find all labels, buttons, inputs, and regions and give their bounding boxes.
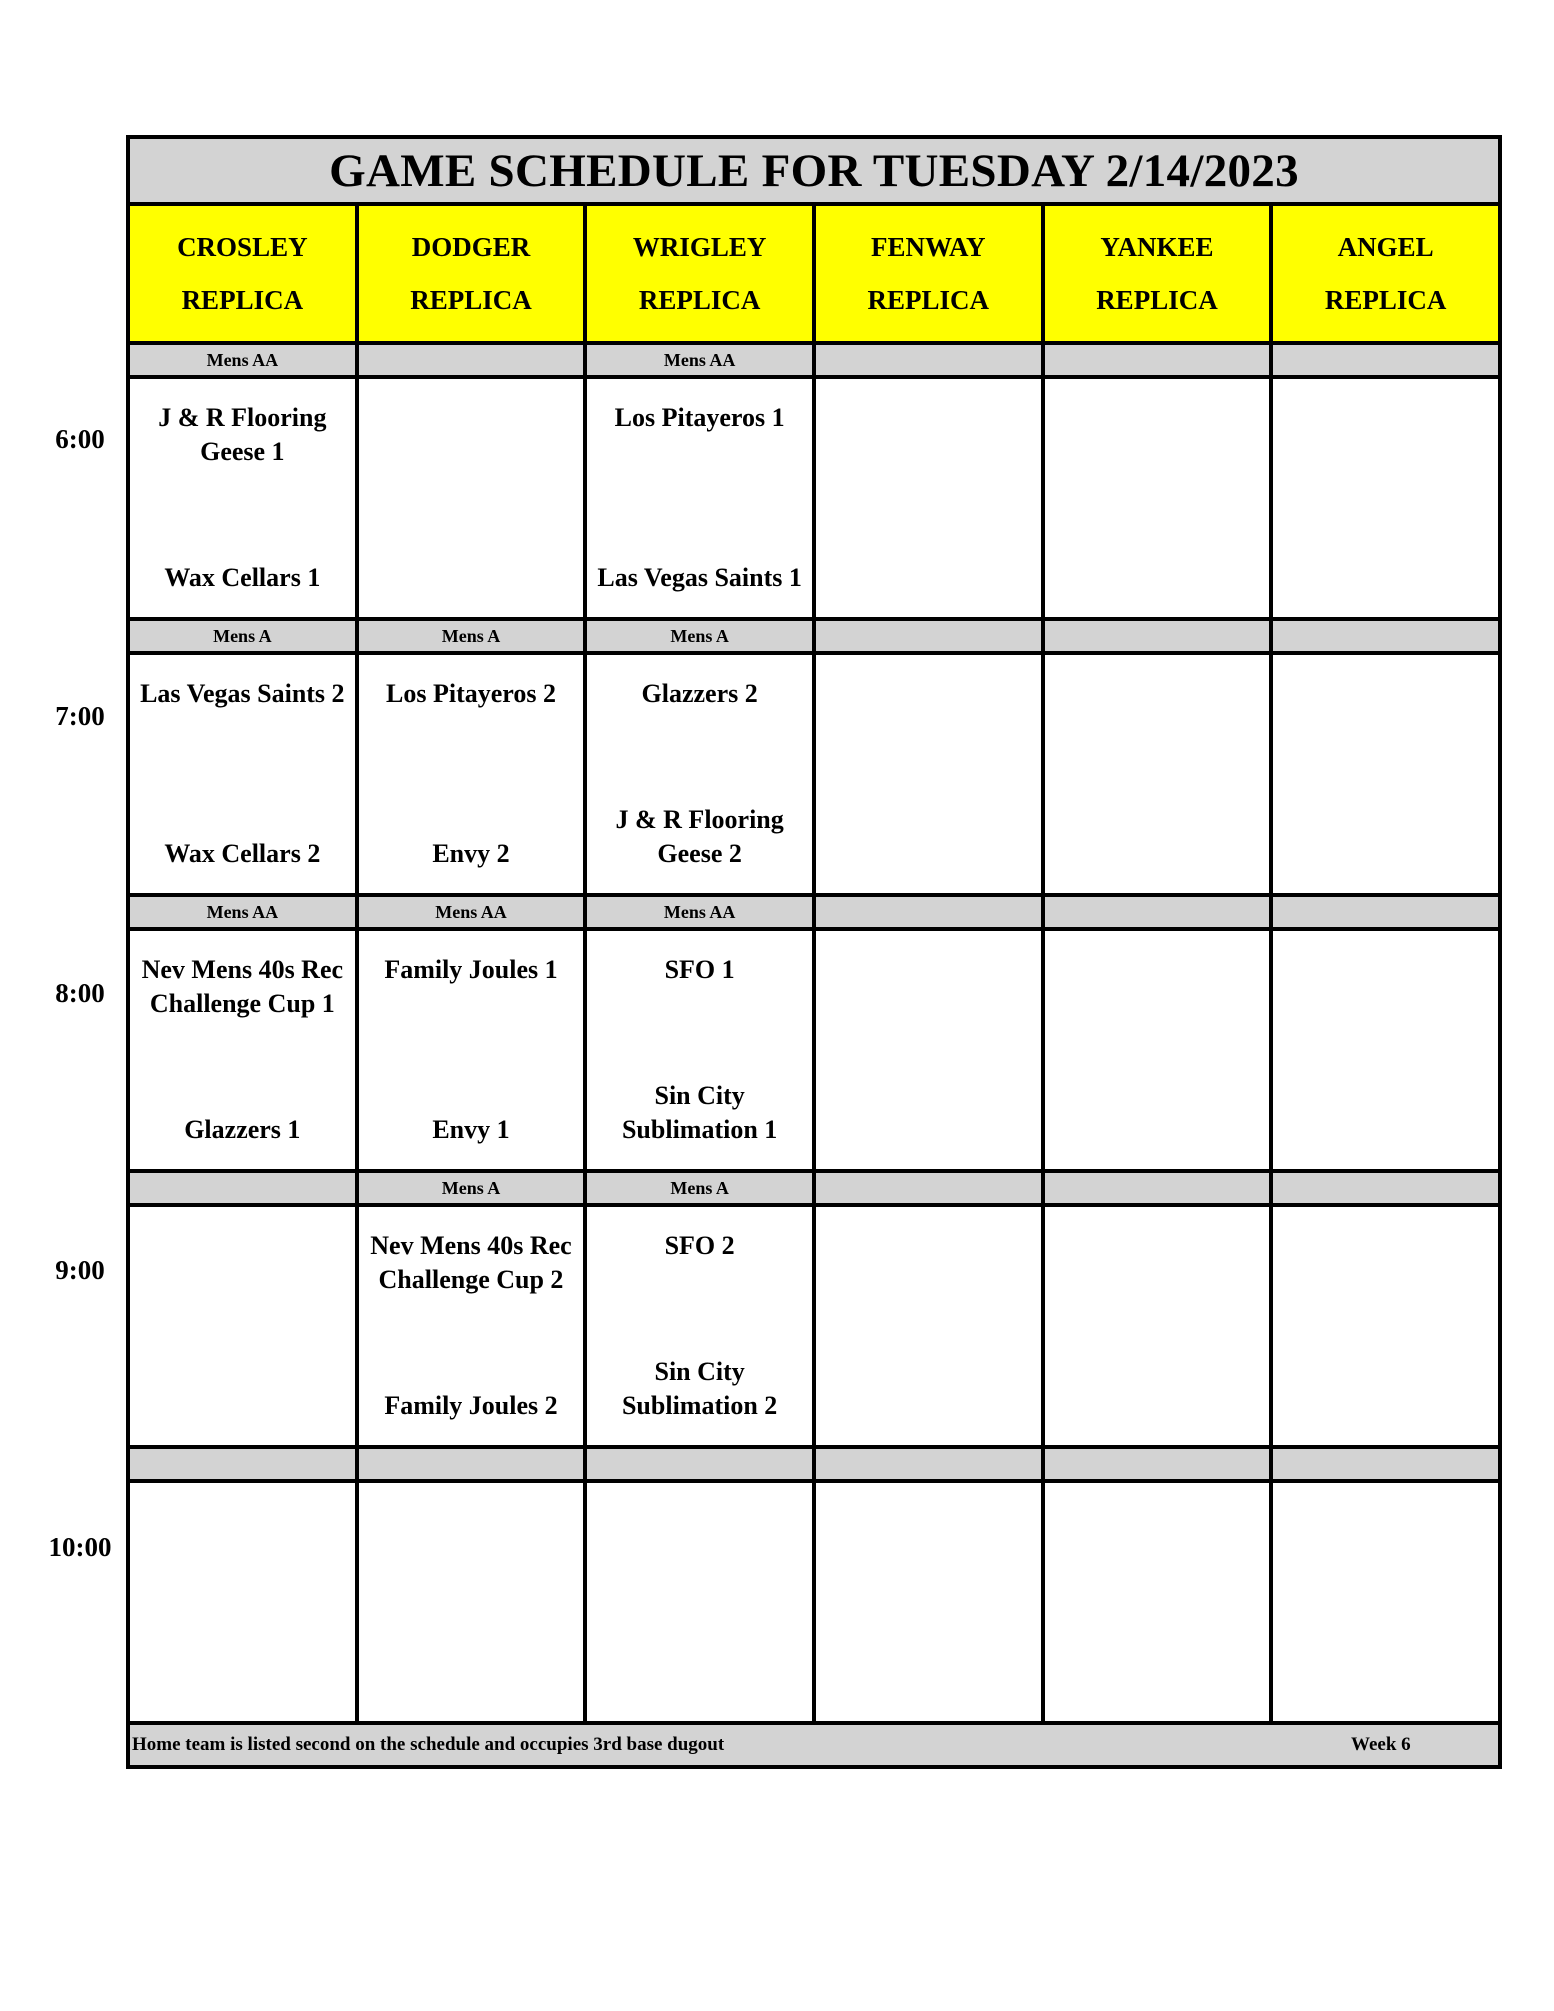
field-header-row — [128, 204, 1500, 343]
away-team — [1273, 931, 1498, 1050]
field-name: ANGEL — [1337, 231, 1434, 262]
division-label: Mens AA — [128, 895, 357, 929]
game-cell — [814, 929, 1043, 1171]
home-team: Sin City Sublimation 2 — [621, 1357, 778, 1420]
division-label — [1271, 1171, 1500, 1205]
home-team — [1273, 1326, 1498, 1445]
home-team — [1045, 498, 1270, 617]
game-cell — [585, 1481, 814, 1723]
home-team — [130, 1602, 355, 1721]
home-team: Sin City Sublimation 1 — [621, 1081, 778, 1144]
division-label — [1271, 619, 1500, 653]
division-label — [585, 1447, 814, 1481]
game-row — [128, 929, 1500, 1171]
title-row — [128, 137, 1500, 204]
home-team — [1045, 774, 1270, 893]
division-row — [128, 343, 1500, 377]
away-team — [130, 1483, 355, 1602]
home-team — [130, 1326, 355, 1445]
division-label: Mens AA — [357, 895, 586, 929]
home-team — [816, 774, 1041, 893]
home-team: Glazzers 1 — [184, 1115, 301, 1144]
home-team — [1045, 1602, 1270, 1721]
field-name: DODGER — [411, 231, 531, 262]
away-team — [587, 1483, 812, 1602]
field-header — [1271, 204, 1500, 343]
field-subtitle: REPLICA — [181, 284, 304, 315]
game-cell — [1043, 1481, 1272, 1723]
away-team — [359, 379, 584, 498]
away-team — [1045, 379, 1270, 498]
game-row — [128, 1205, 1500, 1447]
game-cell — [585, 1205, 814, 1447]
game-cell — [128, 929, 357, 1171]
home-team — [1045, 1050, 1270, 1169]
division-label — [357, 343, 586, 377]
division-label: Mens A — [357, 1171, 586, 1205]
division-label — [1043, 895, 1272, 929]
game-cell — [1271, 377, 1500, 619]
game-cell — [128, 1205, 357, 1447]
time-label: 7:00 — [55, 701, 105, 731]
footer-row — [128, 1723, 1500, 1767]
division-label — [128, 1171, 357, 1205]
time-label: 10:00 — [48, 1532, 112, 1562]
division-label — [814, 343, 1043, 377]
division-label — [1271, 343, 1500, 377]
time-label: 8:00 — [55, 978, 105, 1008]
game-row — [128, 1481, 1500, 1723]
away-team — [816, 1483, 1041, 1602]
division-label — [128, 1447, 357, 1481]
game-row — [128, 653, 1500, 895]
home-team: Family Joules 2 — [384, 1391, 558, 1420]
game-row — [128, 377, 1500, 619]
away-team — [359, 1483, 584, 1602]
away-team — [816, 1207, 1041, 1326]
division-row — [128, 619, 1500, 653]
away-team — [816, 379, 1041, 498]
away-team: Nev Mens 40s Rec Challenge Cup 1 — [141, 955, 344, 1018]
division-label: Mens A — [585, 1171, 814, 1205]
week-label: Week 6 — [1351, 1734, 1411, 1755]
home-team — [1273, 1050, 1498, 1169]
home-team: Envy 1 — [432, 1115, 510, 1144]
division-label: Mens AA — [128, 343, 357, 377]
away-team: J & R Flooring Geese 1 — [158, 403, 327, 466]
away-team: Las Vegas Saints 2 — [140, 679, 345, 708]
field-header — [1043, 204, 1272, 343]
home-team: Envy 2 — [432, 839, 510, 868]
division-label: Mens A — [357, 619, 586, 653]
away-team — [1045, 931, 1270, 1050]
field-name: YANKEE — [1100, 231, 1214, 262]
division-label — [357, 1447, 586, 1481]
away-team: Los Pitayeros 1 — [614, 403, 785, 432]
game-cell — [357, 377, 586, 619]
game-cell — [357, 1205, 586, 1447]
game-cell — [1043, 1205, 1272, 1447]
game-cell — [814, 1205, 1043, 1447]
away-team — [816, 655, 1041, 774]
away-team — [130, 1207, 355, 1326]
game-cell — [814, 653, 1043, 895]
field-header — [357, 204, 586, 343]
time-label: 6:00 — [55, 424, 105, 454]
game-cell — [814, 377, 1043, 619]
home-team — [816, 498, 1041, 617]
game-cell — [128, 1481, 357, 1723]
game-cell — [1271, 653, 1500, 895]
division-label: Mens AA — [585, 343, 814, 377]
division-row — [128, 895, 1500, 929]
away-team — [1045, 655, 1270, 774]
game-cell — [128, 377, 357, 619]
division-label — [814, 1447, 1043, 1481]
division-label: Mens AA — [585, 895, 814, 929]
home-team: J & R Flooring Geese 2 — [615, 805, 784, 868]
away-team: Los Pitayeros 2 — [386, 679, 556, 708]
home-team — [1273, 1602, 1498, 1721]
away-team — [1273, 1483, 1498, 1602]
away-team: Nev Mens 40s Rec Challenge Cup 2 — [370, 1231, 572, 1294]
division-row — [128, 1447, 1500, 1481]
division-label — [1043, 1171, 1272, 1205]
game-cell — [1043, 929, 1272, 1171]
away-team: SFO 1 — [664, 955, 735, 984]
away-team — [1273, 1207, 1498, 1326]
away-team — [816, 931, 1041, 1050]
field-subtitle: REPLICA — [410, 284, 532, 315]
game-cell — [1043, 377, 1272, 619]
home-team — [1273, 498, 1498, 617]
field-subtitle: REPLICA — [867, 284, 990, 315]
home-team — [1273, 774, 1498, 893]
division-label: Mens A — [585, 619, 814, 653]
field-name: CROSLEY — [177, 231, 308, 262]
footer-note: Home team is listed second on the schedule and occupies 3rd base dugout — [132, 1734, 725, 1755]
division-label — [814, 619, 1043, 653]
division-label — [1271, 1447, 1500, 1481]
away-team — [1273, 655, 1498, 774]
home-team: Wax Cellars 1 — [164, 563, 321, 592]
home-team: Las Vegas Saints 1 — [597, 563, 802, 592]
away-team — [1045, 1483, 1270, 1602]
away-team — [1045, 1207, 1270, 1326]
field-name: FENWAY — [871, 231, 986, 262]
home-team — [816, 1326, 1041, 1445]
away-team: Glazzers 2 — [641, 679, 758, 708]
field-header — [128, 204, 357, 343]
game-cell — [585, 929, 814, 1171]
field-subtitle: REPLICA — [638, 284, 761, 315]
division-label: Mens A — [128, 619, 357, 653]
game-cell — [1271, 929, 1500, 1171]
time-label: 9:00 — [55, 1255, 105, 1285]
field-subtitle: REPLICA — [1096, 284, 1218, 315]
home-team — [816, 1050, 1041, 1169]
game-cell — [1271, 1205, 1500, 1447]
division-label — [1271, 895, 1500, 929]
home-team — [359, 1602, 584, 1721]
field-subtitle: REPLICA — [1324, 284, 1447, 315]
away-team: Family Joules 1 — [384, 955, 558, 984]
schedule-table — [126, 135, 1502, 1769]
away-team — [1273, 379, 1498, 498]
game-cell — [128, 653, 357, 895]
division-label — [1043, 1447, 1272, 1481]
game-cell — [585, 377, 814, 619]
away-team: SFO 2 — [664, 1231, 735, 1260]
division-label — [1043, 343, 1272, 377]
field-header — [814, 204, 1043, 343]
footer — [128, 1723, 1500, 1767]
division-label — [814, 895, 1043, 929]
division-label — [814, 1171, 1043, 1205]
game-cell — [814, 1481, 1043, 1723]
home-team: Wax Cellars 2 — [164, 839, 321, 868]
home-team — [816, 1602, 1041, 1721]
game-cell — [357, 653, 586, 895]
home-team — [1045, 1326, 1270, 1445]
home-team — [587, 1602, 812, 1721]
game-cell — [357, 1481, 586, 1723]
field-header — [585, 204, 814, 343]
field-name: WRIGLEY — [632, 231, 767, 262]
game-cell — [1271, 1481, 1500, 1723]
page-title: GAME SCHEDULE FOR TUESDAY 2/14/2023 — [128, 137, 1500, 204]
game-cell — [585, 653, 814, 895]
division-row — [128, 1171, 1500, 1205]
home-team — [359, 498, 584, 617]
division-label — [1043, 619, 1272, 653]
game-cell — [357, 929, 586, 1171]
game-cell — [1043, 653, 1272, 895]
